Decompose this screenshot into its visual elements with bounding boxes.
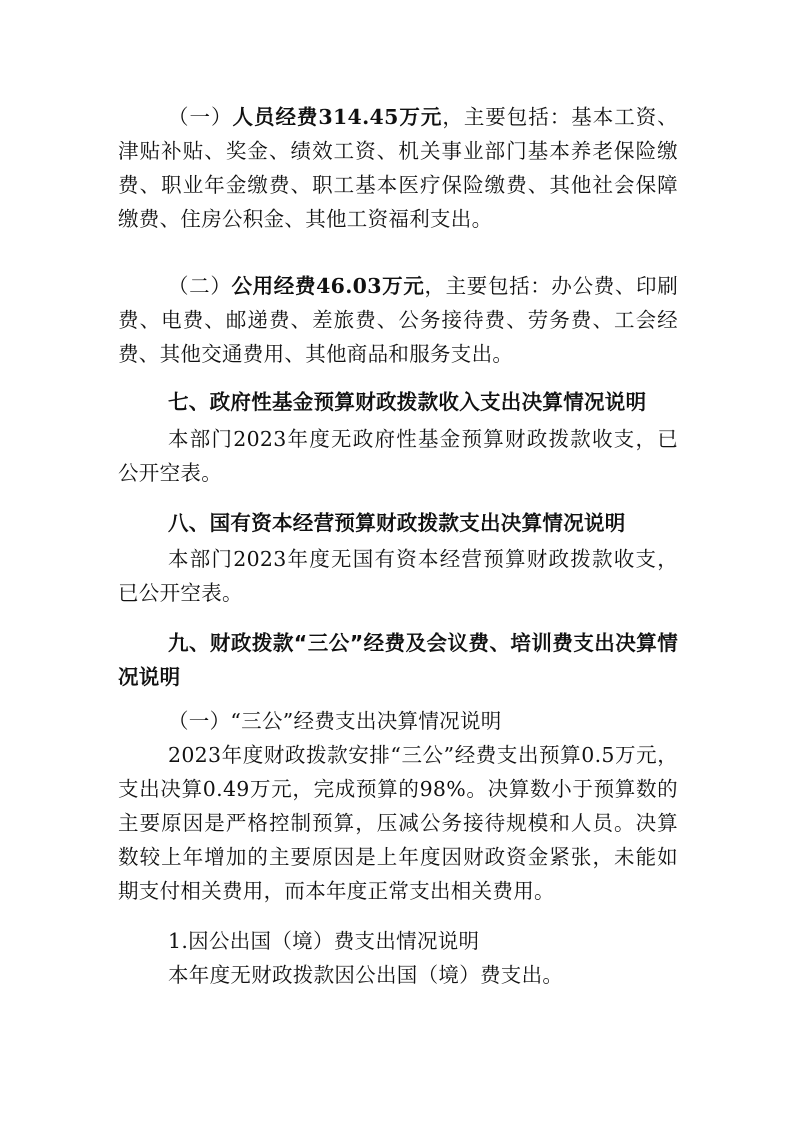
- section-eight-body: 本部门2023年度无国有资本经营预算财政拨款收支，已公开空表。: [118, 547, 678, 605]
- section-eight-heading: 八、国有资本经营预算财政拨款支出决算情况说明: [168, 511, 626, 535]
- section-nine-item1-heading: 1.因公出国（境）费支出情况说明: [168, 929, 480, 953]
- section-nine-item1-body: 本年度无财政拨款因公出国（境）费支出。: [168, 963, 564, 987]
- section-nine-body: 2023年度财政拨款安排“三公”经费支出预算0.5万元，支出决算0.49万元，完成预算的98%。决算数小于预算数的主要原因是严格控制预算，压减公务接待规模和人员。决算数较上年增加的主要原因是上年度因财政资金紧张，未能如期支付相关费用，而本年度正常支出相关费用。: [118, 743, 678, 903]
- section-nine-heading: 九、财政拨款“三公”经费及会议费、培训费支出决算情况说明: [118, 631, 678, 689]
- personnel-amount: 人员经费314.45万元: [232, 105, 443, 129]
- personnel-lead: （一）: [168, 105, 233, 129]
- section-nine-subheading: （一）“三公”经费支出决算情况说明: [168, 709, 502, 733]
- public-expense-paragraph: [118, 269, 678, 371]
- personnel-expense-paragraph: [118, 100, 678, 236]
- public-lead: （二）: [168, 274, 232, 298]
- section-seven-body: 本部门2023年度无政府性基金预算财政拨款收支，已公开空表。: [118, 427, 678, 485]
- personnel-details: ，主要包括：基本工资、津贴补贴、奖金、绩效工资、机关事业部门基本养老保险缴费、职业年金缴费、职工基本医疗保险缴费、其他社会保障缴费、住房公积金、其他工资福利支出。: [118, 105, 678, 231]
- public-details: ，主要包括：办公费、印刷费、电费、邮递费、差旅费、公务接待费、劳务费、工会经费、其他交通费用、其他商品和服务支出。: [118, 274, 679, 366]
- public-amount: 公用经费46.03万元: [231, 274, 425, 298]
- section-seven-heading: 七、政府性基金预算财政拨款收入支出决算情况说明: [168, 390, 647, 414]
